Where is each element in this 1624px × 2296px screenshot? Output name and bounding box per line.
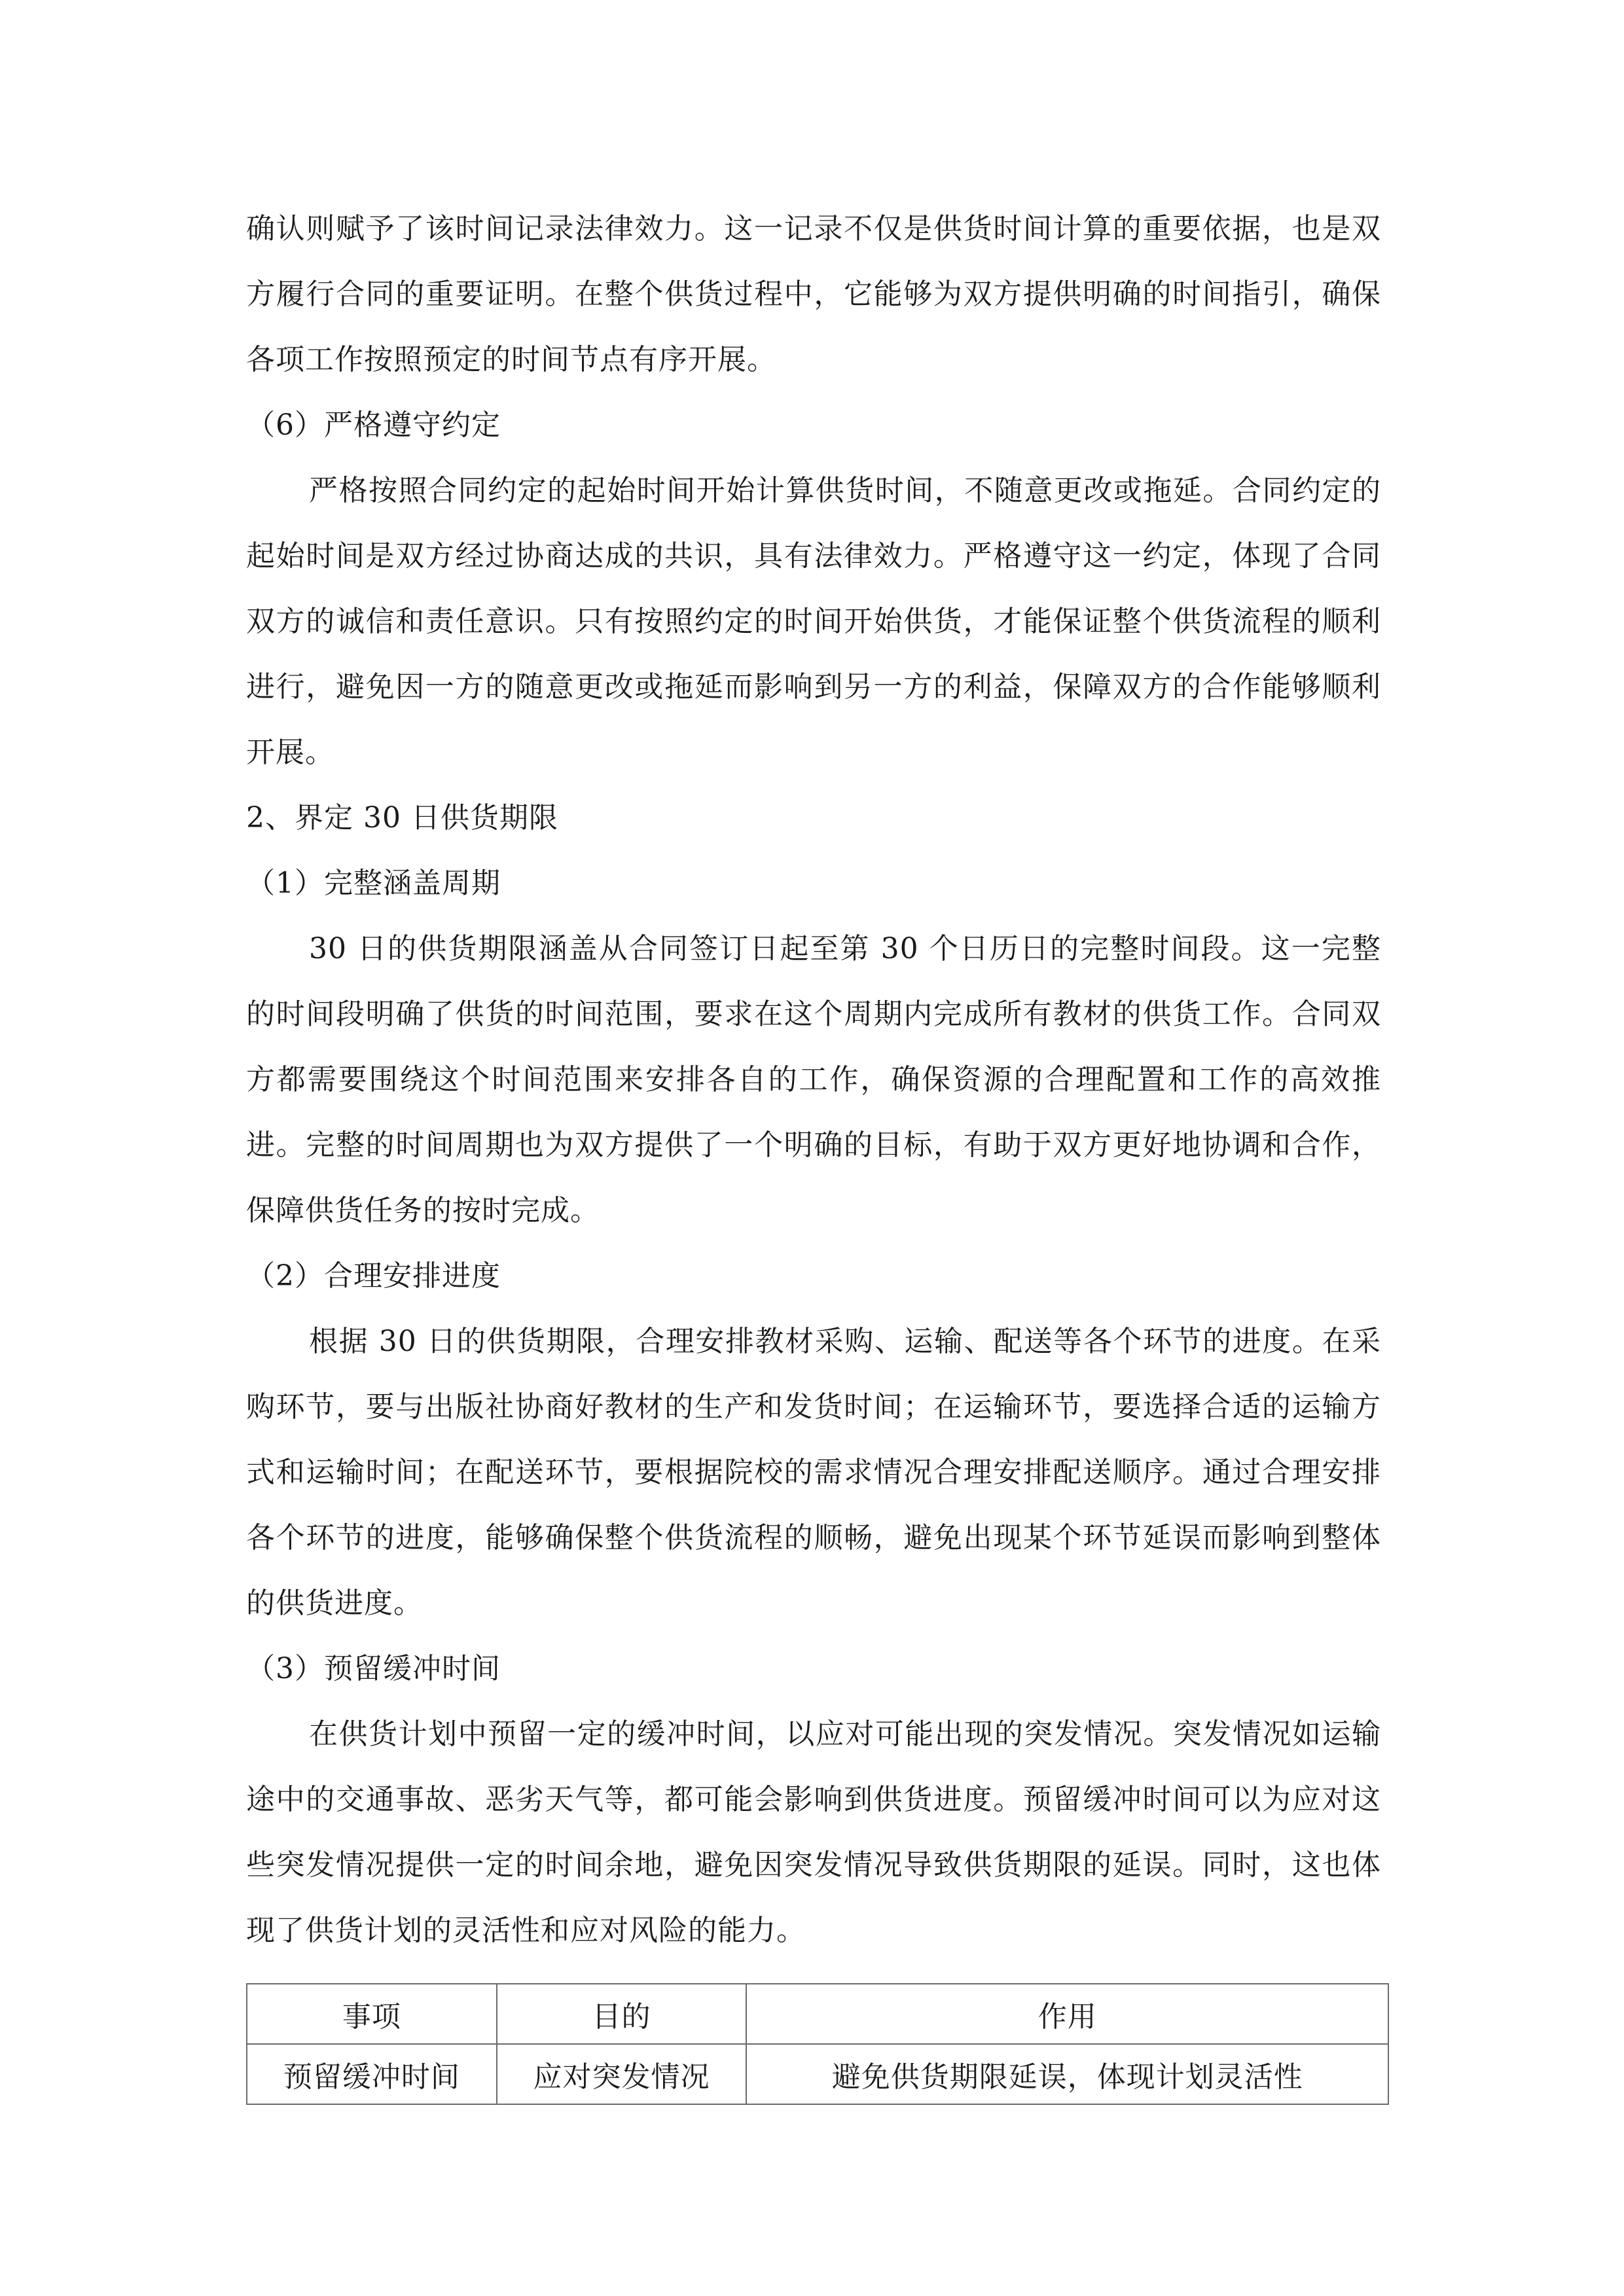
section-heading-30-day-limit: 2、界定 30 日供货期限 (246, 801, 558, 834)
table-header-purpose: 目的 (497, 1984, 747, 2044)
paragraph-buffer-time: 在供货计划中预留一定的缓冲时间，以应对可能出现的突发情况。突发情况如运输途中的交通事故、恶劣天气等，都可能会影响到供货进度。预留缓冲时间可以为应对这些突发情况提供一定的时间余地，避免因突发情况导致供货期限的延误。同时，这也体现了供货计划的灵活性和应对风险的能力。 (246, 1717, 1381, 1947)
heading-buffer-time: （3）预留缓冲时间 (246, 1652, 501, 1685)
table-cell-purpose: 应对突发情况 (497, 2044, 747, 2104)
table-cell-effect: 避免供货期限延误，体现计划灵活性 (746, 2044, 1388, 2104)
heading-schedule: （2）合理安排进度 (246, 1259, 501, 1293)
table-header-effect: 作用 (746, 1984, 1388, 2044)
heading-strict-compliance: （6）严格遵守约定 (246, 408, 501, 442)
document-body (246, 196, 1381, 1964)
paragraph-strict-compliance: 严格按照合同约定的起始时间开始计算供货时间，不随意更改或拖延。合同约定的起始时间是双方经过协商达成的共识，具有法律效力。严格遵守这一约定，体现了合同双方的诚信和责任意识。只有按照约定的时间开始供货，才能保证整个供货流程的顺利进行，避免因一方的随意更改或拖延而影响到另一方的利益，保障双方的合作能够顺利开展。 (246, 474, 1381, 769)
buffer-time-table (246, 1983, 1389, 2105)
table-header-row (247, 1984, 1388, 2044)
paragraph-schedule: 根据 30 日的供货期限，合理安排教材采购、运输、配送等各个环节的进度。在采购环节，要与出版社协商好教材的生产和发货时间；在运输环节，要选择合适的运输方式和运输时间；在配送环节，要根据院校的需求情况合理安排配送顺序。通过合理安排各个环节的进度，能够确保整个供货流程的顺畅，避免出现某个环节延误而影响到整体的供货进度。 (246, 1325, 1381, 1620)
paragraph-full-cycle: 30 日的供货期限涵盖从合同签订日起至第 30 个日历日的完整时间段。这一完整的时间段明确了供货的时间范围，要求在这个周期内完成所有教材的供货工作。合同双方都需要围绕这个时间范围来安排各自的工作，确保资源的合理配置和工作的高效推进。完整的时间周期也为双方提供了一个明确的目标，有助于双方更好地协调和合作，保障供货任务的按时完成。 (246, 932, 1381, 1227)
heading-full-cycle: （1）完整涵盖周期 (246, 867, 501, 900)
paragraph-time-record: 确认则赋予了该时间记录法律效力。这一记录不仅是供货时间计算的重要依据，也是双方履行合同的重要证明。在整个供货过程中，它能够为双方提供明确的时间指引，确保各项工作按照预定的时间节点有序开展。 (246, 212, 1381, 376)
table-header-item: 事项 (247, 1984, 497, 2044)
table-row (247, 2044, 1388, 2104)
table-cell-item: 预留缓冲时间 (247, 2044, 497, 2104)
